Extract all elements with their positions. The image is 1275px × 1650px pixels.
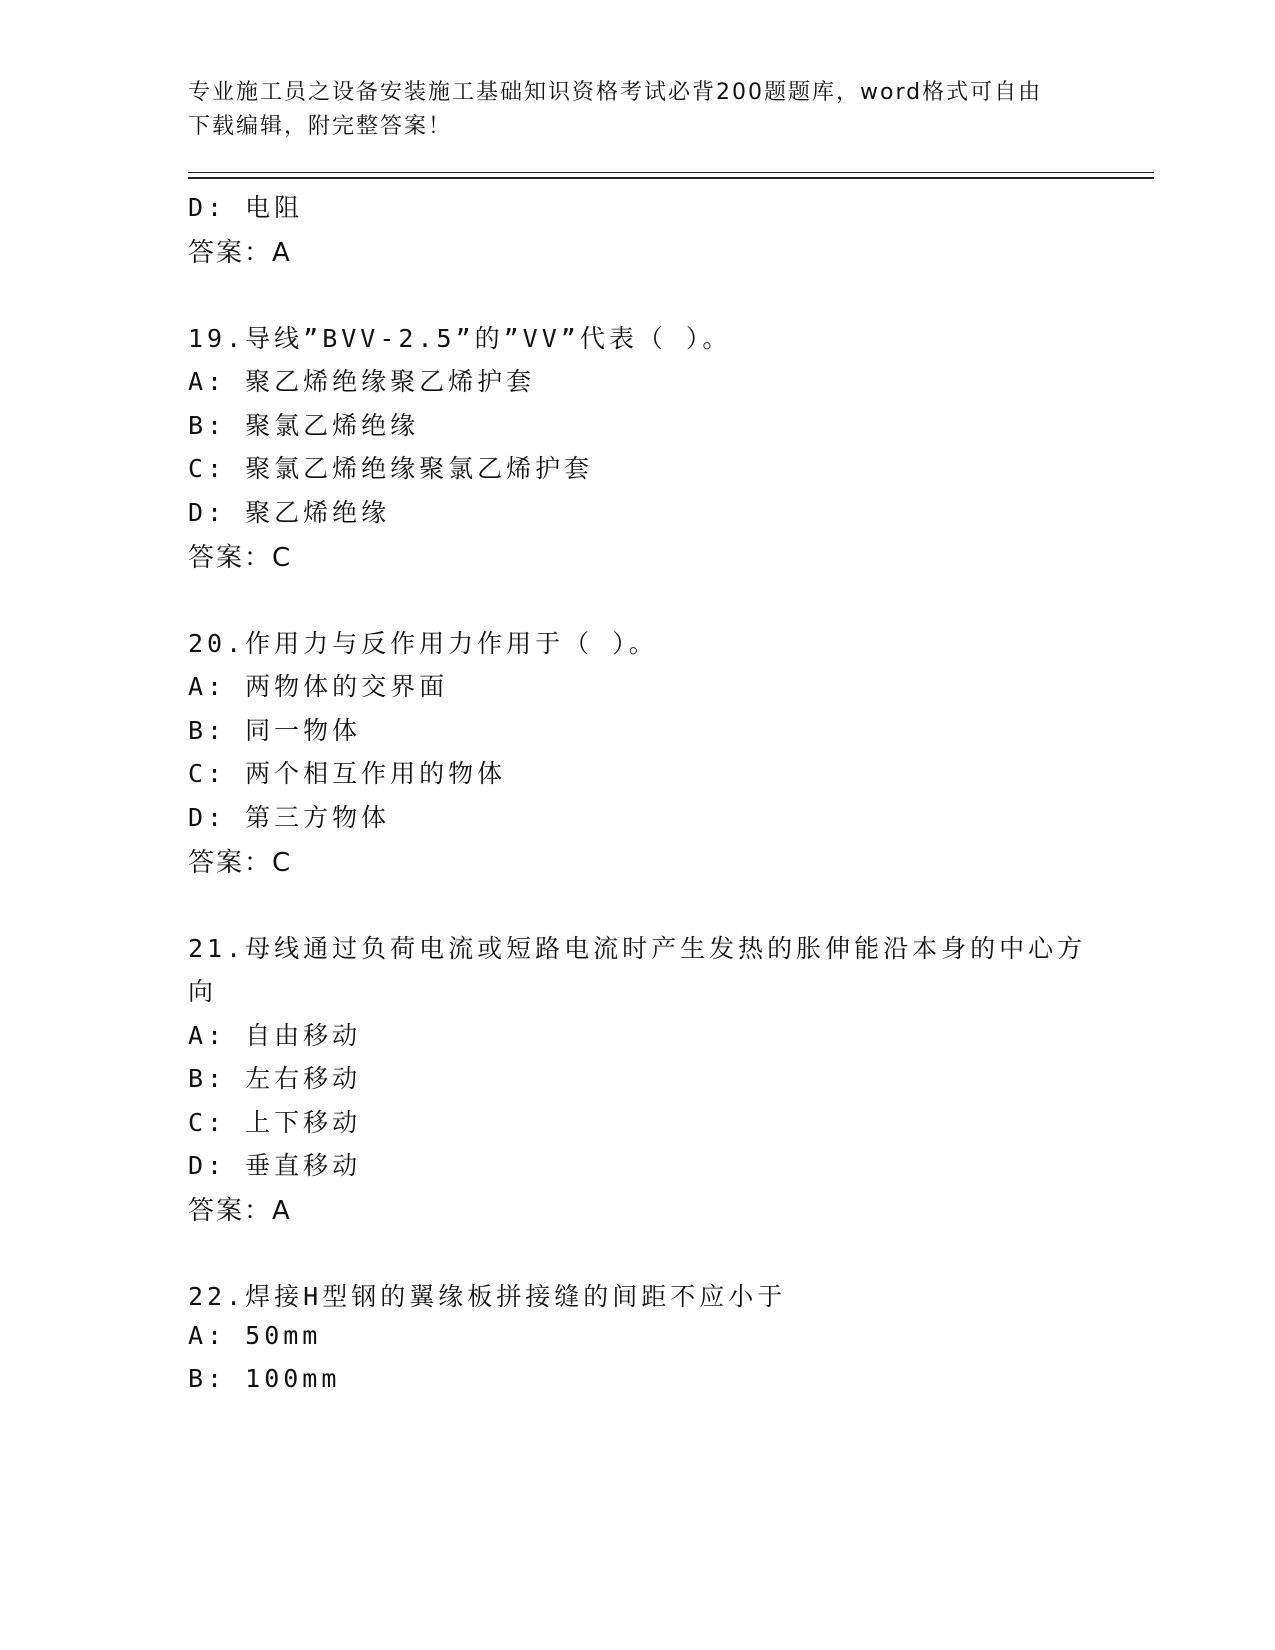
header-rule-bottom [188, 177, 1154, 179]
q20-option-d: D: 第三方物体 [188, 803, 391, 832]
q22-question: 22.焊接H型钢的翼缘板拼接缝的间距不应小于 [188, 1282, 787, 1311]
q20-option-c: C: 两个相互作用的物体 [188, 759, 507, 788]
q21-option-a: A: 自由移动 [188, 1021, 362, 1050]
q21-answer: 答案：A [188, 1196, 292, 1226]
document-header [188, 76, 1068, 144]
q19-option-b: B: 聚氯乙烯绝缘 [188, 411, 420, 440]
q19-option-d: D: 聚乙烯绝缘 [188, 498, 391, 527]
q19-option-a: A: 聚乙烯绝缘聚乙烯护套 [188, 367, 536, 396]
header-line-2: 下载编辑，附完整答案！ [188, 114, 453, 139]
q18-answer: 答案：A [188, 238, 292, 268]
q20-option-b: B: 同一物体 [188, 716, 362, 745]
q20-answer: 答案：C [188, 848, 293, 878]
q20-option-a: A: 两物体的交界面 [188, 672, 449, 701]
q19-option-c: C: 聚氯乙烯绝缘聚氯乙烯护套 [188, 454, 594, 483]
header-line-1: 专业施工员之设备安装施工基础知识资格考试必背200题题库，word格式可自由 [188, 80, 1043, 105]
q19-question: 19.导线”BVV-2.5”的”VV”代表（ ）。 [188, 324, 732, 353]
q19-answer: 答案：C [188, 543, 293, 573]
q18-option-d: D: 电阻 [188, 193, 304, 222]
q21-option-d: D: 垂直移动 [188, 1151, 362, 1180]
q21-question-line-2: 向 [188, 977, 218, 1006]
q21-option-c: C: 上下移动 [188, 1108, 362, 1137]
q21-question-line-1: 21.母线通过负荷电流或短路电流时产生发热的胀伸能沿本身的中心方 [188, 934, 1087, 963]
q22-option-b: B: 100mm [188, 1364, 341, 1393]
q20-question: 20.作用力与反作用力作用于（ ）。 [188, 629, 658, 658]
header-rule-top [188, 172, 1154, 173]
q22-option-a: A: 50mm [188, 1321, 322, 1350]
q21-option-b: B: 左右移动 [188, 1064, 362, 1093]
